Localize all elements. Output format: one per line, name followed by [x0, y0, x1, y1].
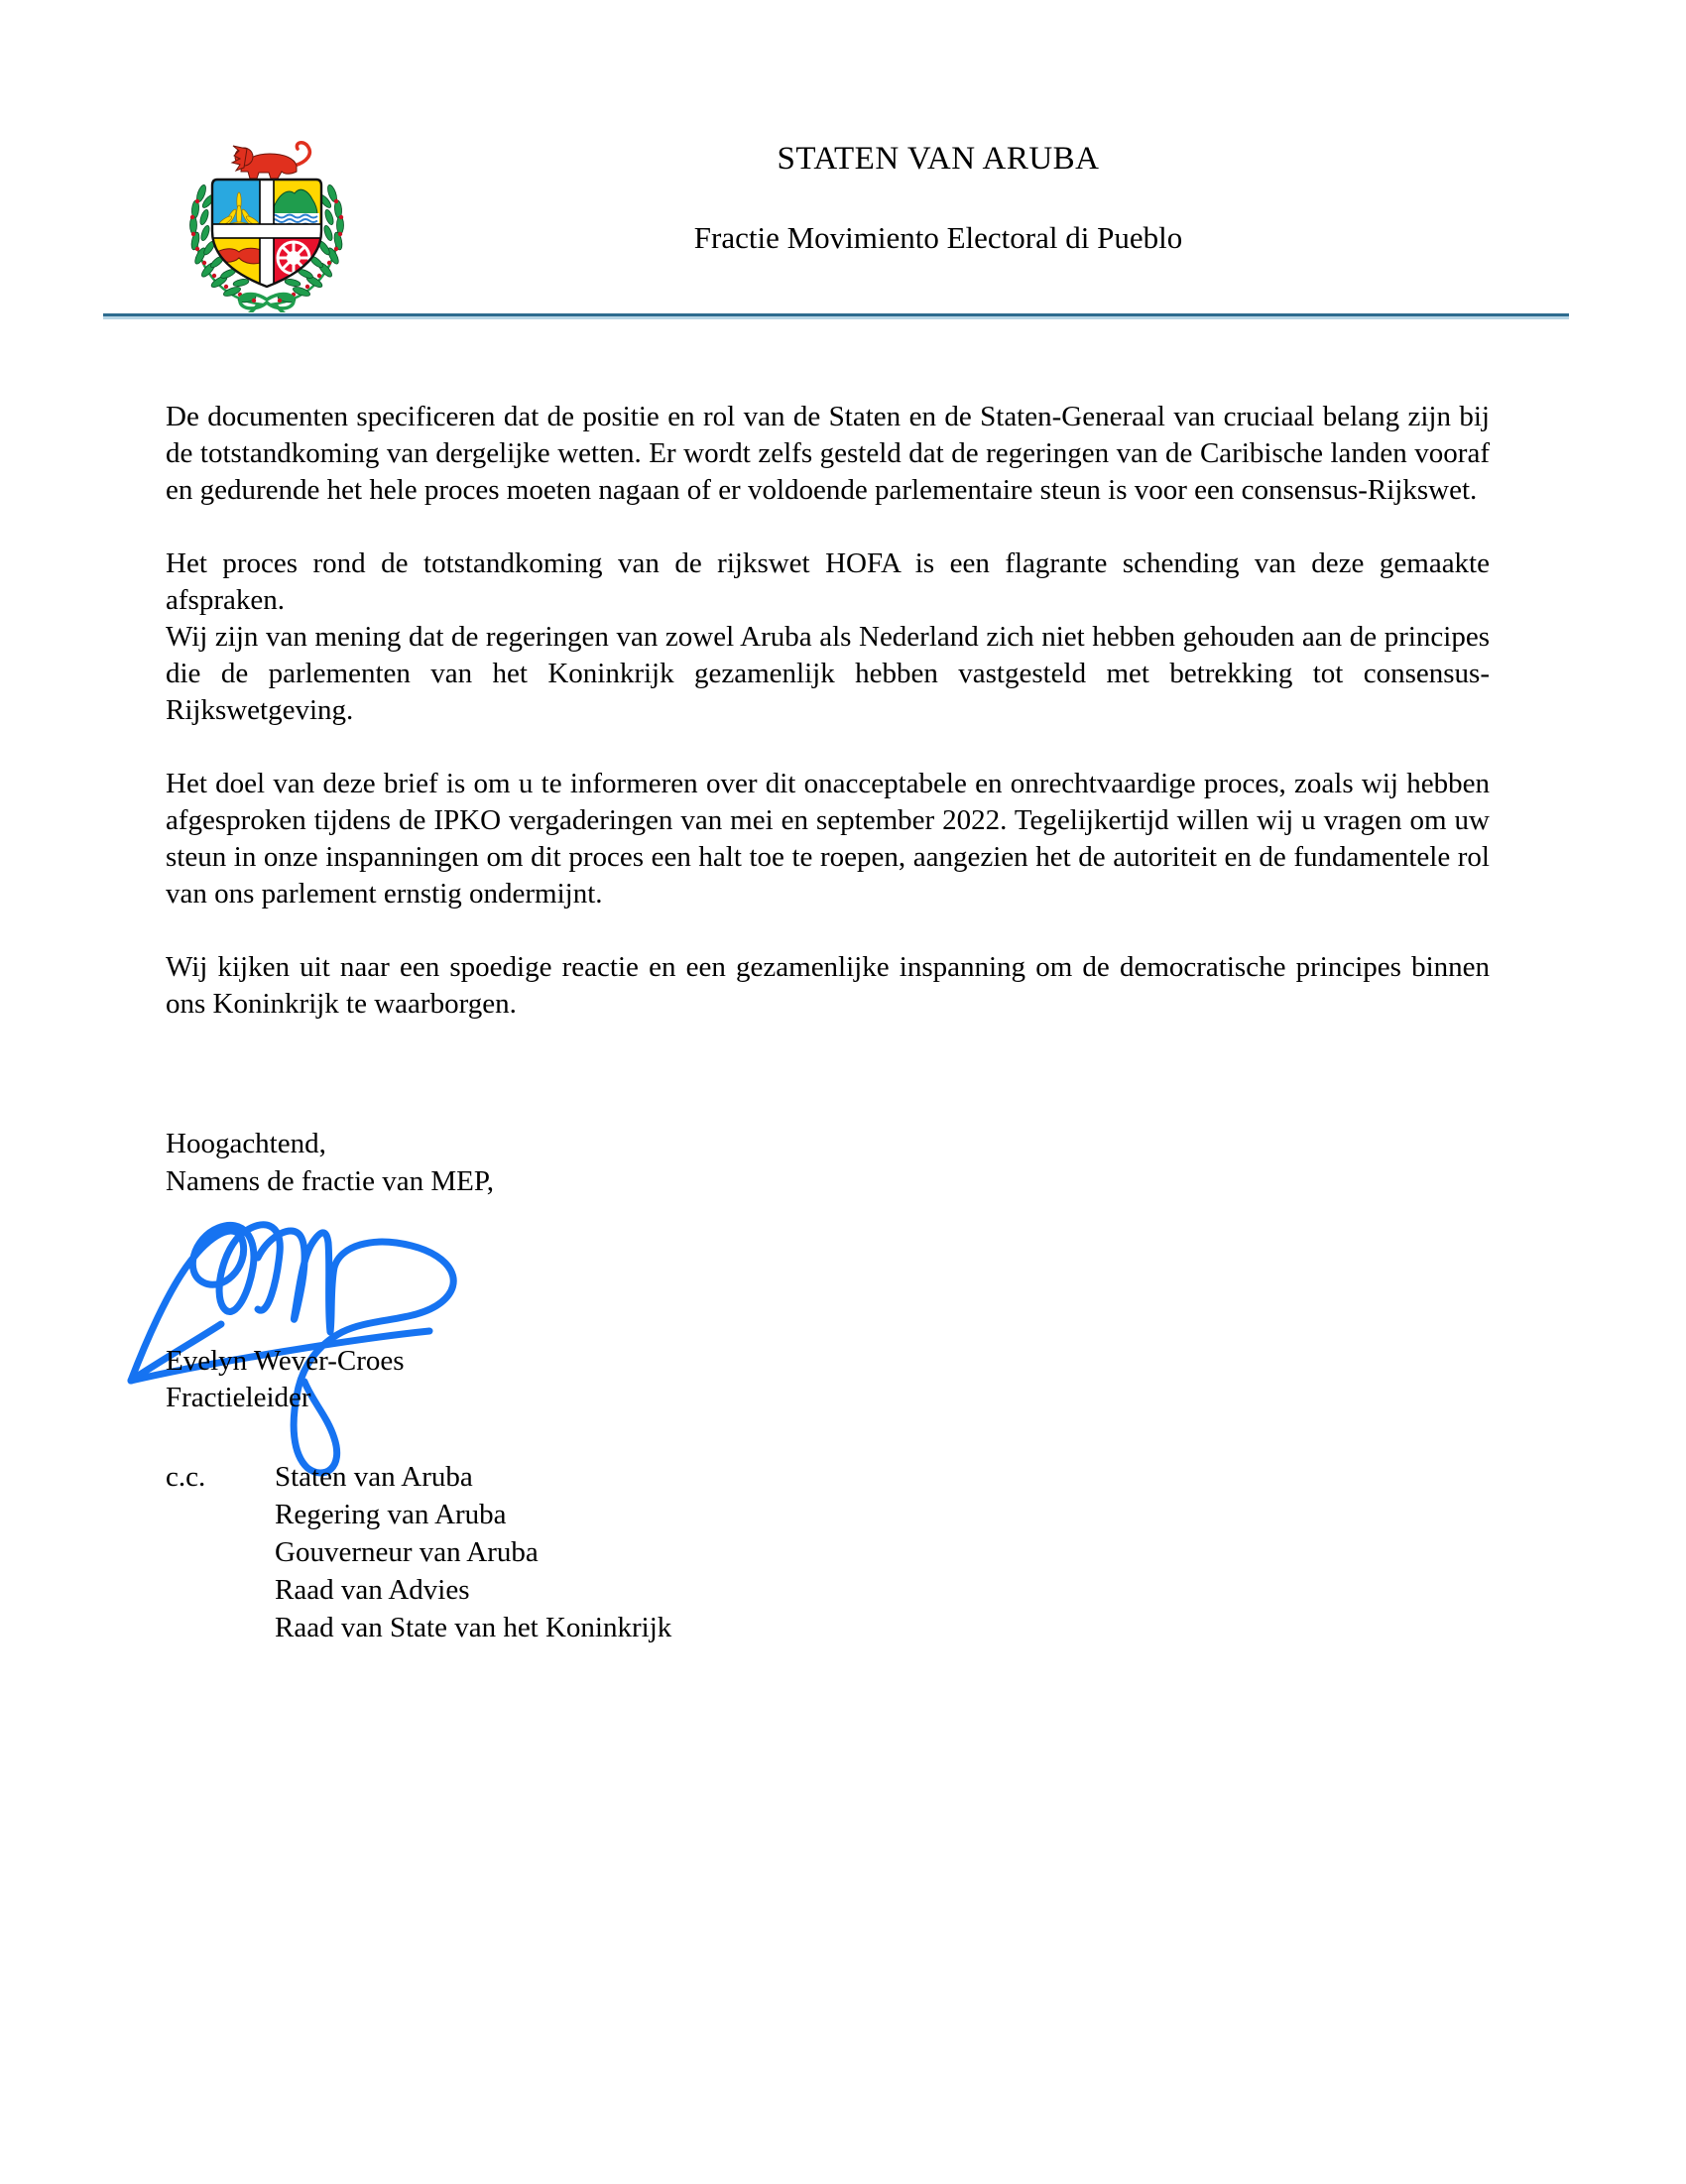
signer-block [166, 1343, 405, 1416]
cc-recipient: Raad van Advies [275, 1574, 470, 1606]
letter-paragraph: Het doel van deze brief is om u te informeren over dit onacceptabele en onrechtvaardige proces, zoals wij hebben afgesproken tijdens de IPKO vergaderingen van mei en september 2022. Tegelijkertijd willen wij u vragen om uw steun in onze inspanningen om dit proces een halt toe te roepen, aangezien het de autoriteit en de fundamentele rol van ons parlement ernstig ondermijnt. [166, 768, 1490, 910]
letter-paragraph: Het proces rond de totstandkoming van de rijkswet HOFA is een flagrante schending van deze gemaakte afspraken. [166, 547, 1490, 616]
cc-recipient: Gouverneur van Aruba [275, 1536, 539, 1568]
signer-title: Fractieleider [166, 1382, 311, 1413]
closing-block [166, 1125, 494, 1200]
cc-block [166, 1458, 671, 1646]
cc-recipient: Staten van Aruba [275, 1461, 473, 1493]
signer-name: Evelyn Wever-Croes [166, 1345, 405, 1377]
cc-list [275, 1458, 671, 1646]
letter-paragraph: De documenten specificeren dat de positie en rol van de Staten en de Staten-Generaal van cruciaal belang zijn bij de totstandkoming van dergelijke wetten. Er wordt zelfs gesteld dat de regeringen van de Caribische landen vooraf en gedurende het hele proces moeten nagaan of er voldoende parlementaire steun is voor een consensus-Rijkswet. [166, 401, 1490, 506]
closing-on-behalf: Namens de fractie van MEP, [166, 1165, 494, 1197]
cc-recipient: Regering van Aruba [275, 1499, 507, 1530]
fraction-subtitle: Fractie Movimiento Electoral di Pueblo [693, 220, 1183, 255]
closing-salutation: Hoogachtend, [166, 1128, 326, 1159]
letter-paragraph: Wij zijn van mening dat de regeringen van zowel Aruba als Nederland zich niet hebben gehouden aan de principes die de parlementen van het Koninkrijk gezamenlijk hebben vastgesteld met betrekking tot consensus-Rijkswetgeving. [166, 621, 1490, 726]
header-divider [103, 313, 1569, 319]
letter-body [166, 399, 1490, 1023]
cc-label: c.c. [166, 1461, 206, 1493]
letter-paragraph: Wij kijken uit naar een spoedige reactie en een gezamenlijke inspanning om de democratische principes binnen ons Koninkrijk te waarborgen. [166, 951, 1490, 1020]
organization-title: STATEN VAN ARUBA [777, 141, 1100, 177]
cc-recipient: Raad van State van het Koninkrijk [275, 1612, 672, 1643]
